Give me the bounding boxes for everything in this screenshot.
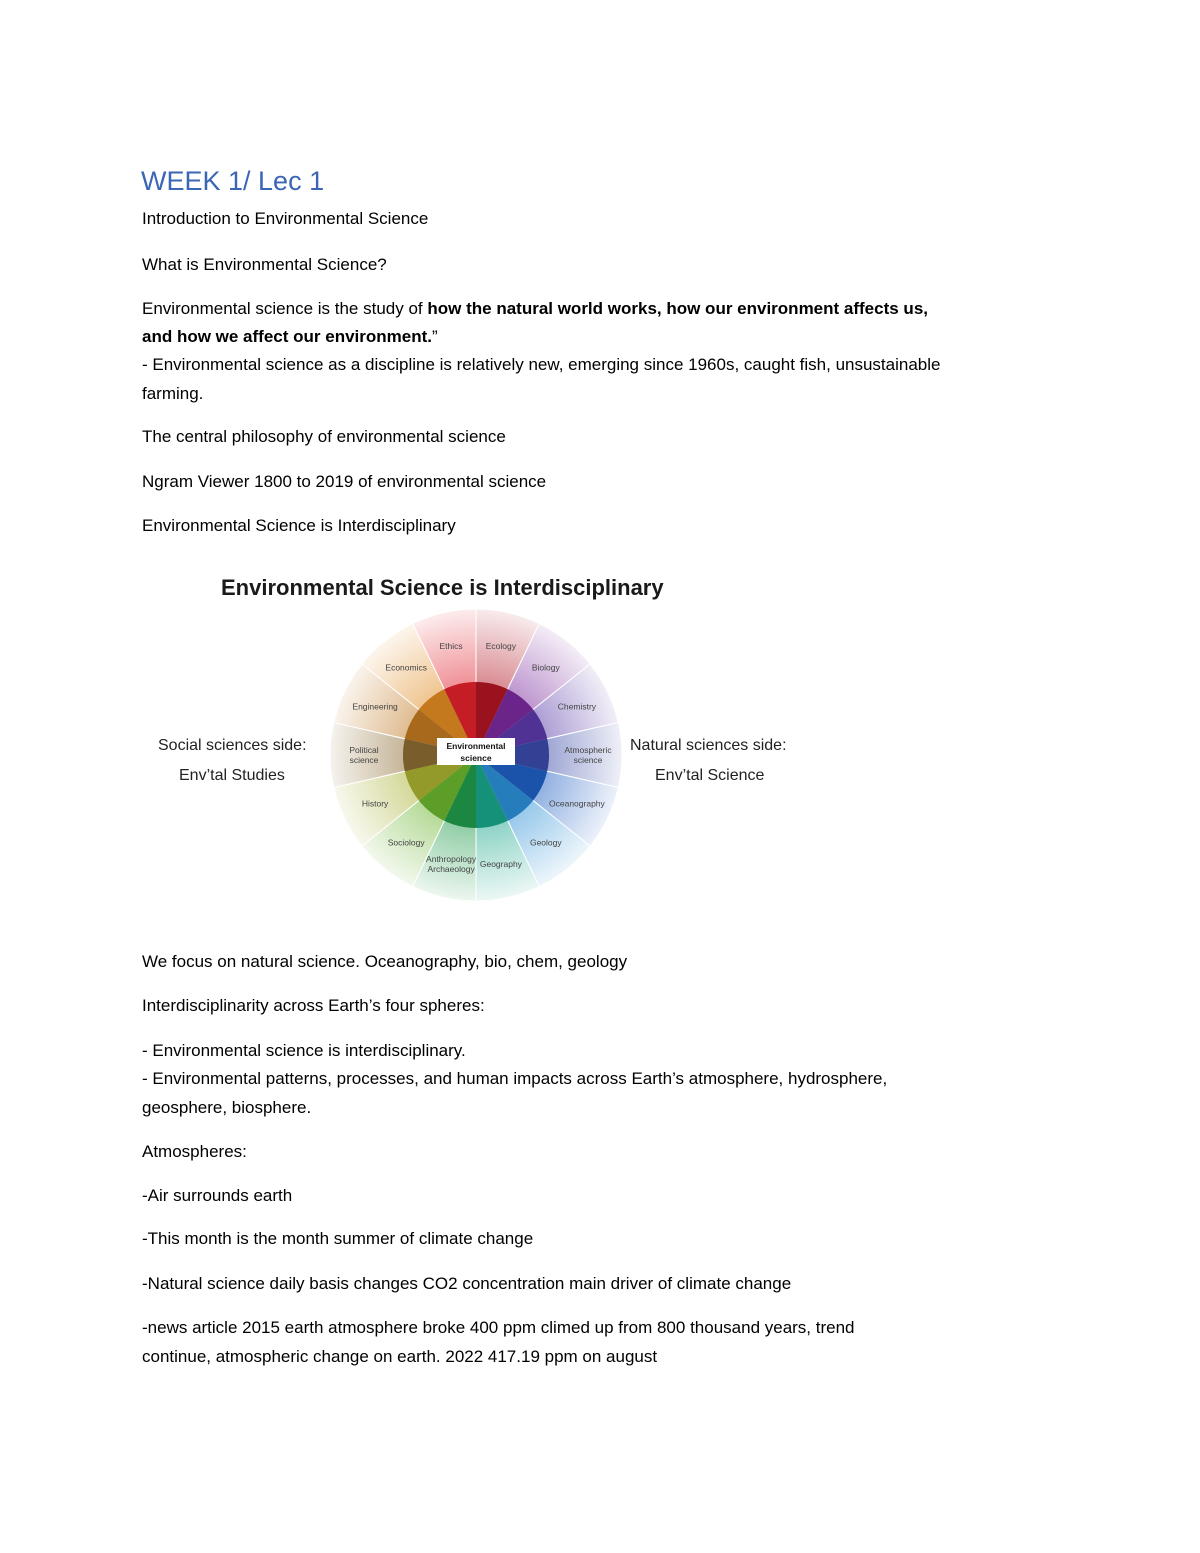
intro-line: Introduction to Environmental Science	[142, 209, 429, 228]
wheel-label-biology: Biology	[531, 662, 560, 673]
interdisciplinary-wheel	[145, 558, 800, 930]
what-is-question: What is Environmental Science?	[142, 255, 387, 274]
figure-title: Environmental Science is Interdisciplinary	[221, 575, 664, 600]
page-heading: WEEK 1/ Lec 1	[141, 166, 325, 196]
spheres-bullet-2-line-1: - Environmental patterns, processes, and human impacts across Earth’s atmosphere, hydrosphere,	[142, 1069, 888, 1088]
atmosphere-point-4-line-2: continue, atmospheric change on earth. 2022 417.19 ppm on august	[142, 1347, 658, 1366]
right-side-label-2: Env’tal Science	[655, 767, 765, 784]
wheel-label-engineering: Engineering	[352, 701, 398, 712]
wheel-label-sociology: Sociology	[387, 837, 425, 848]
center-label-1: Environmental	[446, 741, 506, 751]
atmosphere-point-4-line-1: -news article 2015 earth atmosphere broke 400 ppm climed up from 800 thousand years, trend	[142, 1318, 855, 1337]
wheel-label-economics: Economics	[385, 662, 427, 673]
wheel-label-geology: Geology	[529, 837, 562, 848]
wheel-label-political-science: Political science	[349, 745, 379, 765]
definition-quote: ”	[431, 327, 438, 346]
wheel-label-ecology: Ecology	[485, 640, 517, 651]
wheel-label-ethics: Ethics	[439, 640, 463, 651]
focus-line: We focus on natural science. Oceanography, bio, chem, geology	[142, 952, 628, 971]
definition-bold-2: and how we affect our environment.	[142, 327, 432, 346]
definition-bold-1: how the natural world works, how our environment affects us,	[427, 299, 928, 318]
wheel-label-geography: Geography	[479, 859, 522, 870]
discipline-line-1: - Environmental science as a discipline is relatively new, emerging since 1960s, caught fish, unsustainable	[142, 355, 941, 374]
center-label-2: science	[460, 753, 492, 763]
wheel-label-anthropology-archaeology: Anthropology Archaeology	[426, 854, 477, 875]
definition-line-1	[142, 294, 928, 323]
atmosphere-point-1: -Air surrounds earth	[142, 1186, 293, 1205]
spheres-bullet-2-line-2: geosphere, biosphere.	[142, 1098, 312, 1117]
wheel-label-oceanography: Oceanography	[549, 798, 605, 809]
atmosphere-point-2: -This month is the month summer of climate change	[142, 1229, 534, 1248]
definition-prefix: Environmental science is the study of	[142, 299, 428, 318]
atmospheres-heading: Atmospheres:	[142, 1142, 247, 1161]
left-side-label-1: Social sciences side:	[158, 737, 307, 754]
atmosphere-point-3: -Natural science daily basis changes CO2 concentration main driver of climate change	[142, 1274, 792, 1293]
left-side-label-2: Env’tal Studies	[179, 767, 285, 784]
discipline-line-2: farming.	[142, 384, 204, 403]
wheel-label-history: History	[361, 798, 389, 809]
wheel-label-atmospheric-science: Atmospheric science	[564, 745, 612, 765]
interdisciplinary-title: Environmental Science is Interdisciplinary	[142, 516, 456, 535]
spheres-intro: Interdisciplinarity across Earth’s four spheres:	[142, 996, 485, 1015]
central-philosophy: The central philosophy of environmental science	[142, 427, 506, 446]
interdisciplinary-figure	[145, 558, 800, 930]
spheres-bullet-1: - Environmental science is interdisciplinary.	[142, 1041, 466, 1060]
wheel-label-chemistry: Chemistry	[557, 701, 597, 712]
right-side-label-1: Natural sciences side:	[630, 737, 787, 754]
definition-line-2	[142, 322, 438, 351]
ngram-line: Ngram Viewer 1800 to 2019 of environmental science	[142, 472, 547, 491]
